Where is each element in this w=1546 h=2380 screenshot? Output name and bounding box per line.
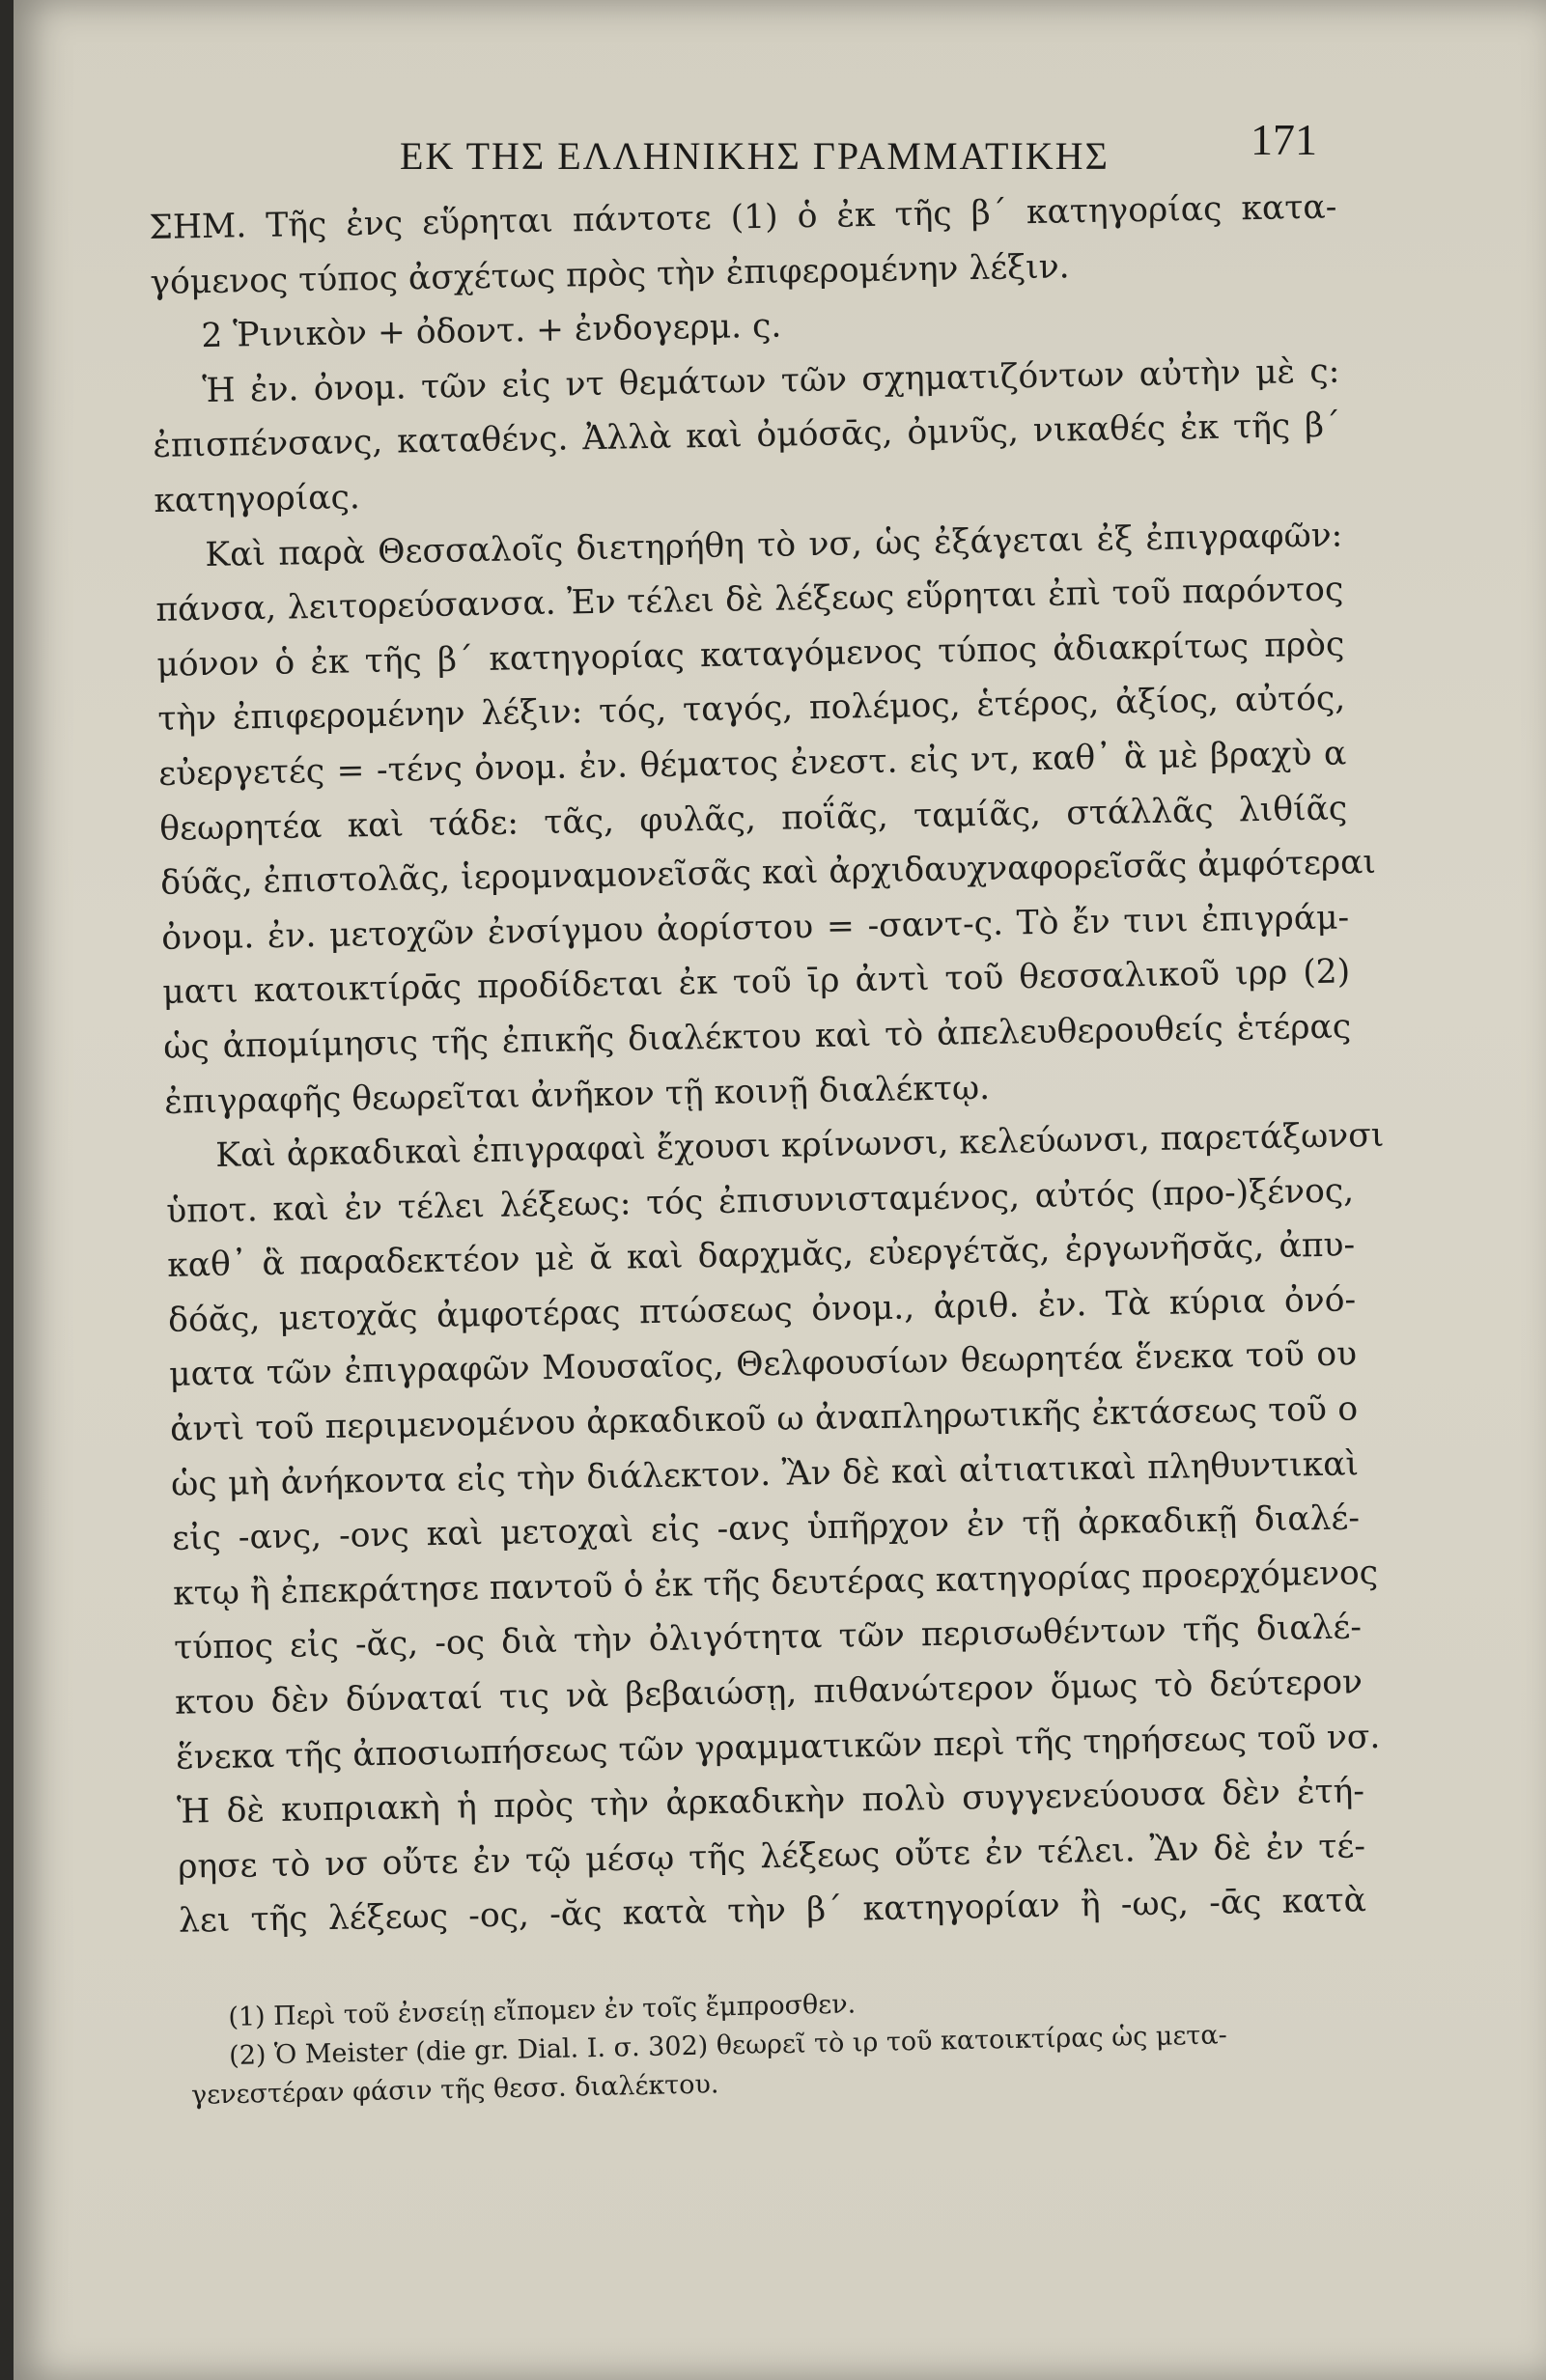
text-line: μόνον ὁ ἐκ τῆς β΄ κατηγορίας καταγόμενος τύπος ἀδιακρίτως πρὸς — [156, 625, 1345, 685]
text-line: κτου δὲν δύναταί τις νὰ βεβαιώσῃ, πιθανώτερον ὅμως τὸ δεύτερον — [174, 1663, 1363, 1722]
book-page — [14, 0, 1546, 2380]
page-number: 171 — [1251, 115, 1317, 164]
footnotes — [190, 1975, 1321, 2114]
text-line: Ἡ δὲ κυπριακὴ ἡ πρὸς τὴν ἀρκαδικὴν πολὺ συγγενεύουσα δὲν ἐτή- — [176, 1772, 1365, 1832]
text-line: Ἡ ἐν. ὀνομ. τῶν εἰς ντ θεμάτων τῶν σχηματιζόντων αὐτὴν μὲ ς: — [202, 351, 1340, 410]
text-line: εὐεργετές = -τένς ὀνομ. ἐν. θέματος ἐνεστ. εἰς ντ, καθ᾿ ἃ μὲ βραχὺ α — [158, 734, 1347, 794]
text-line: ἕνεκα τῆς ἀποσιωπήσεως τῶν γραμματικῶν περὶ τῆς τηρήσεως τοῦ νσ. — [175, 1717, 1381, 1778]
running-title: ΕΚ ΤΗΣ ΕΛΛΗΝΙΚΗΣ ΓΡΑΜΜΑΤΙΚΗΣ — [400, 134, 1110, 178]
text-line: ὡς μὴ ἀνήκοντα εἰς τὴν διάλεκτον. Ἂν δὲ καὶ αἰτιατικαὶ πληθυντικαὶ — [170, 1443, 1360, 1504]
footnote: (1) Περὶ τοῦ ἐνσείῃ εἴπομεν ἐν τοῖς ἔμπροσθεν. — [228, 1989, 857, 2032]
text-line: δύᾶς, ἐπιστολᾶς, ἱερομναμονεῖσᾶς καὶ ἀρχιδαυχναφορεῖσᾶς ἀμφότεραι — [159, 843, 1377, 904]
text-line: ὡς ἀπομίμησις τῆς ἐπικῆς διαλέκτου καὶ τὸ ἀπελευθερουθείς ἑτέρας — [162, 1007, 1352, 1067]
text-line: ὑποτ. καὶ ἐν τέλει λέξεως: τός ἐπισυνισταμένος, αὐτός (προ-)ξένος, — [165, 1171, 1355, 1231]
page-header — [158, 114, 1317, 182]
text-line: ἐπισπένσανς, καταθένς. Ἀλλὰ καὶ ὀμόσᾱς, ὀμνῦς, νικαθές ἐκ τῆς β΄ — [153, 406, 1341, 466]
text-line: τύπος εἰς -ᾰς, -ος διὰ τὴν ὀλιγότητα τῶν περισωθέντων τῆς διαλέ- — [173, 1608, 1363, 1668]
text-line: Καὶ παρὰ Θεσσαλοῖς διετηρήθη τὸ νσ, ὡς ἐξάγεται ἐξ ἐπιγραφῶν: — [205, 516, 1343, 574]
text-line: τὴν ἐπιφερομένην λέξιν: τός, ταγός, πολέμος, ἑτέρος, ἀξίος, αὐτός, — [157, 679, 1346, 740]
text-line: πάνσα, λειτορεύσανσα. Ἐν τέλει δὲ λέξεως εὕρηται ἐπὶ τοῦ παρόντος — [155, 570, 1344, 630]
text-line: καθ᾿ ἃ παραδεκτέον μὲ ᾰ καὶ δαρχμᾰς, εὐεργέτᾰς, ἐργωνῆσᾰς, ἀπυ- — [166, 1225, 1356, 1286]
text-line: ΣΗΜ. Τῆς ἐνς εὕρηται πάντοτε (1) ὁ ἐκ τῆς β΄ κατηγορίας κατα- — [149, 187, 1337, 247]
text-line: Καὶ ἀρκαδικαὶ ἐπιγραφαὶ ἔχουσι κρίνωνσι, κελεύωνσι, παρετάξωνσι — [214, 1115, 1385, 1176]
text-line: ρησε τὸ νσ οὔτε ἐν τῷ μέσῳ τῆς λέξεως οὔτε ἐν τέλει. Ἂν δὲ ἐν τέ- — [177, 1827, 1366, 1887]
text-line: 2 Ῥινικὸν + ὀδοντ. + ἐνδογερμ. ς. — [201, 306, 782, 356]
text-line: εἰς -ανς, -ονς καὶ μετοχαὶ εἰς -ανς ὑπῆρχον ἐν τῇ ἀρκαδικῇ διαλέ- — [171, 1498, 1361, 1559]
text-line: ἐπιγραφῆς θεωρεῖται ἀνῆκον τῇ κοινῇ διαλέκτῳ. — [163, 1068, 991, 1122]
footnote-continuation: γενεστέραν φάσιν τῆς θεσσ. διαλέκτου. — [190, 2069, 719, 2111]
text-line: ὀνομ. ἐν. μετοχῶν ἐνσίγμου ἀορίστου = -σαντ-ς. Τὸ ἔν τινι ἐπιγράμ- — [160, 898, 1350, 958]
text-line: ματι κατοικτίρᾱς προδίδεται ἐκ τοῦ ῑρ ἀντὶ τοῦ θεσσαλικοῦ ιρρ (2) — [161, 952, 1351, 1013]
text-line: θεωρητέα καὶ τάδε: τᾶς, φυλᾶς, ποΐᾶς, ταμίᾶς, στάλλᾶς λιθίᾶς — [159, 788, 1348, 849]
text-line: ἀντὶ τοῦ περιμενομένου ἀρκαδικοῦ ω ἀναπληρωτικῆς ἐκτάσεως τοῦ ο — [169, 1389, 1359, 1449]
text-line: δόᾰς, μετοχᾰς ἀμφοτέρας πτώσεως ὀνομ., ἀριθ. ἐν. Τὰ κύρια ὀνό- — [167, 1280, 1357, 1340]
text-line: λει τῆς λέξεως -ος, -ᾰς κατὰ τὴν β΄ κατηγορίαν ἢ -ως, -ᾱς κατὰ — [178, 1881, 1367, 1942]
text-line: κτῳ ἢ ἐπεκράτησε παντοῦ ὁ ἐκ τῆς δευτέρας κατηγορίας προερχόμενος — [172, 1553, 1379, 1613]
footnote: (2) Ὁ Meister (die gr. Dial. I. σ. 302) θεωρεῖ τὸ ιρ τοῦ κατοικτίρας ὡς μετα- — [228, 2020, 1228, 2071]
text-line: κατηγορίας. — [154, 478, 361, 520]
text-line: ματα τῶν ἐπιγραφῶν Μουσαῖος, Θελφουσίων θεωρητέα ἕνεκα τοῦ ου — [168, 1334, 1358, 1395]
text-line: γόμενος τύπος ἀσχέτως πρὸς τὴν ἐπιφερομένην λέξιν. — [150, 246, 1070, 302]
body-text — [149, 181, 1385, 1949]
